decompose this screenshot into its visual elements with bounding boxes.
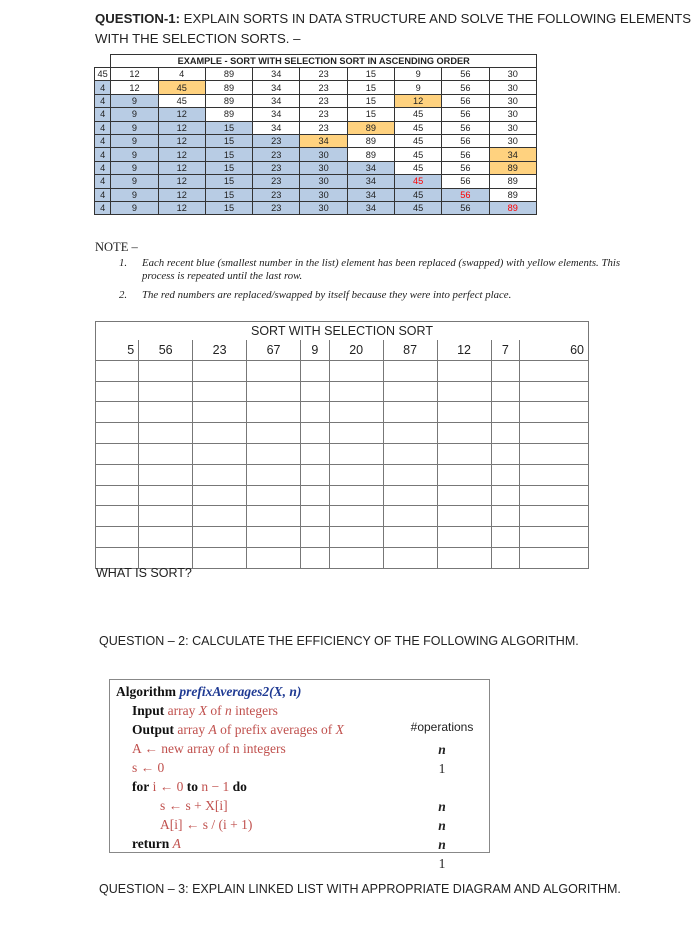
algorithm-line-new: A ← new array of n integers — [132, 741, 286, 756]
example-cell: 30 — [489, 94, 536, 107]
example-cell: 15 — [205, 121, 252, 134]
grid-empty-cell[interactable] — [96, 506, 139, 527]
example-cell: 9 — [111, 188, 158, 201]
grid-empty-cell[interactable] — [96, 360, 139, 381]
grid-empty-row — [96, 381, 589, 402]
grid-empty-cell[interactable] — [383, 506, 437, 527]
grid-empty-cell[interactable] — [193, 423, 247, 444]
example-cell: 30 — [300, 188, 347, 201]
grid-empty-cell[interactable] — [247, 527, 301, 548]
grid-empty-cell[interactable] — [247, 402, 301, 423]
example-cell: 89 — [205, 68, 252, 81]
grid-empty-cell[interactable] — [247, 506, 301, 527]
example-cell: 34 — [347, 175, 394, 188]
example-cell: 4 — [95, 121, 111, 134]
example-row — [95, 134, 537, 147]
algorithm-box — [109, 679, 490, 871]
grid-empty-cell[interactable] — [383, 443, 437, 464]
example-cell: 45 — [395, 134, 442, 147]
example-cell: 4 — [158, 68, 205, 81]
example-cell: 15 — [205, 161, 252, 174]
grid-empty-cell[interactable] — [520, 381, 589, 402]
grid-empty-cell[interactable] — [139, 423, 193, 444]
grid-value-cell: 60 — [520, 340, 589, 360]
example-row — [95, 175, 537, 188]
grid-empty-cell[interactable] — [383, 423, 437, 444]
grid-empty-cell[interactable] — [329, 443, 383, 464]
grid-empty-cell[interactable] — [383, 485, 437, 506]
grid-empty-cell[interactable] — [139, 381, 193, 402]
example-cell: 23 — [300, 68, 347, 81]
example-cell: 4 — [95, 134, 111, 147]
grid-empty-cell[interactable] — [96, 443, 139, 464]
grid-value-cell: 5 — [96, 340, 139, 360]
note-heading: NOTE – — [95, 240, 138, 254]
example-cell: 89 — [205, 108, 252, 121]
example-cell: 23 — [253, 188, 300, 201]
example-cell: 15 — [205, 134, 252, 147]
grid-empty-cell[interactable] — [96, 402, 139, 423]
grid-empty-cell[interactable] — [300, 402, 329, 423]
grid-empty-cell[interactable] — [437, 360, 491, 381]
example-cell: 34 — [489, 148, 536, 161]
grid-empty-cell[interactable] — [193, 360, 247, 381]
example-cell: 34 — [253, 108, 300, 121]
grid-empty-cell[interactable] — [329, 506, 383, 527]
example-cell: 34 — [347, 188, 394, 201]
question-3: QUESTION – 3: EXPLAIN LINKED LIST WITH APPROPRIATE DIAGRAM AND ALGORITHM. — [99, 882, 621, 896]
grid-empty-cell[interactable] — [193, 381, 247, 402]
grid-title: SORT WITH SELECTION SORT — [96, 322, 589, 341]
example-cell: 56 — [442, 201, 489, 214]
grid-value-cell: 23 — [193, 340, 247, 360]
grid-empty-cell[interactable] — [247, 381, 301, 402]
grid-empty-cell[interactable] — [520, 464, 589, 485]
question-1 — [95, 9, 695, 49]
grid-empty-cell[interactable] — [96, 423, 139, 444]
operation-count: n — [438, 818, 446, 833]
grid-empty-cell[interactable] — [247, 547, 301, 568]
example-cell: 12 — [158, 108, 205, 121]
example-cell: 34 — [300, 134, 347, 147]
grid-empty-cell[interactable] — [300, 443, 329, 464]
grid-empty-cell[interactable] — [437, 527, 491, 548]
grid-value-cell: 67 — [247, 340, 301, 360]
grid-empty-row — [96, 527, 589, 548]
grid-empty-cell[interactable] — [437, 381, 491, 402]
example-cell: 45 — [395, 201, 442, 214]
example-cell: 89 — [489, 161, 536, 174]
note-item-number: 1. — [119, 257, 128, 269]
example-cell: 4 — [95, 188, 111, 201]
example-cell: 45 — [395, 121, 442, 134]
grid-empty-cell[interactable] — [96, 527, 139, 548]
algorithm-input: Input array X of n integers — [132, 703, 278, 718]
grid-empty-cell[interactable] — [300, 381, 329, 402]
grid-empty-cell[interactable] — [383, 360, 437, 381]
example-cell: 9 — [111, 175, 158, 188]
grid-empty-cell[interactable] — [437, 423, 491, 444]
example-cell: 56 — [442, 68, 489, 81]
example-cell: 30 — [300, 148, 347, 161]
grid-empty-cell[interactable] — [520, 360, 589, 381]
grid-empty-cell[interactable] — [520, 485, 589, 506]
example-cell: 12 — [158, 188, 205, 201]
algorithm-listing — [116, 682, 406, 853]
example-cell: 89 — [489, 175, 536, 188]
example-cell: 34 — [253, 121, 300, 134]
example-cell: 56 — [442, 94, 489, 107]
operations-header: #operations — [410, 720, 474, 734]
example-cell: 4 — [95, 148, 111, 161]
grid-empty-cell[interactable] — [139, 464, 193, 485]
grid-empty-row — [96, 402, 589, 423]
example-row — [95, 94, 537, 107]
example-cell: 34 — [253, 81, 300, 94]
grid-empty-cell[interactable] — [329, 402, 383, 423]
grid-empty-cell[interactable] — [383, 527, 437, 548]
grid-values-row — [96, 340, 589, 360]
grid-empty-cell[interactable] — [520, 443, 589, 464]
grid-empty-cell[interactable] — [300, 547, 329, 568]
example-row — [95, 81, 537, 94]
example-cell: 12 — [158, 134, 205, 147]
operation-count: n — [438, 742, 446, 757]
grid-empty-cell[interactable] — [300, 527, 329, 548]
example-cell: 34 — [347, 201, 394, 214]
example-cell: 56 — [442, 175, 489, 188]
note-item-1 — [119, 257, 652, 283]
example-cell: 15 — [205, 201, 252, 214]
example-cell: 15 — [205, 175, 252, 188]
example-cell: 9 — [111, 148, 158, 161]
grid-empty-cell[interactable] — [300, 360, 329, 381]
example-cell: 56 — [442, 148, 489, 161]
example-cell: 30 — [489, 134, 536, 147]
grid-empty-cell[interactable] — [139, 443, 193, 464]
example-cell: 23 — [253, 201, 300, 214]
grid-empty-cell[interactable] — [437, 506, 491, 527]
grid-empty-cell[interactable] — [329, 527, 383, 548]
example-cell: 15 — [205, 188, 252, 201]
selection-sort-grid — [95, 321, 589, 569]
grid-value-cell: 56 — [139, 340, 193, 360]
grid-empty-cell[interactable] — [491, 506, 520, 527]
grid-empty-cell[interactable] — [193, 527, 247, 548]
grid-empty-cell[interactable] — [329, 360, 383, 381]
grid-empty-cell[interactable] — [437, 485, 491, 506]
grid-empty-cell[interactable] — [491, 547, 520, 568]
grid-empty-cell[interactable] — [329, 464, 383, 485]
grid-empty-cell[interactable] — [329, 547, 383, 568]
example-cell: 9 — [395, 68, 442, 81]
example-cell: 12 — [111, 68, 158, 81]
grid-empty-cell[interactable] — [437, 443, 491, 464]
example-cell: 45 — [158, 81, 205, 94]
what-is-sort: WHAT IS SORT? — [96, 566, 192, 580]
example-cell: 30 — [489, 68, 536, 81]
example-cell: 12 — [158, 201, 205, 214]
algorithm-line-s0: s ← 0 — [132, 760, 165, 775]
example-cell: 15 — [347, 68, 394, 81]
question-1-text: EXPLAIN SORTS IN DATA STRUCTURE AND SOLVE THE FOLLOWING ELEMENTS WITH THE SELECTION SORTS. – — [95, 11, 691, 46]
example-cell: 23 — [253, 148, 300, 161]
example-cell: 89 — [347, 121, 394, 134]
example-cell: 89 — [347, 134, 394, 147]
example-cell: 12 — [111, 81, 158, 94]
grid-empty-cell[interactable] — [96, 381, 139, 402]
example-cell: 45 — [95, 68, 111, 81]
example-cell: 45 — [395, 188, 442, 201]
example-cell: 9 — [111, 134, 158, 147]
question-2: QUESTION – 2: CALCULATE THE EFFICIENCY OF THE FOLLOWING ALGORITHM. — [99, 634, 579, 648]
grid-empty-cell[interactable] — [383, 547, 437, 568]
grid-empty-cell[interactable] — [247, 423, 301, 444]
example-cell: 4 — [95, 201, 111, 214]
operation-count: n — [438, 799, 446, 814]
algorithm-line-avg: A[i] ← s / (i + 1) — [160, 817, 253, 832]
grid-empty-cell[interactable] — [329, 381, 383, 402]
grid-empty-cell[interactable] — [491, 381, 520, 402]
grid-empty-cell[interactable] — [437, 402, 491, 423]
grid-empty-cell[interactable] — [193, 547, 247, 568]
grid-empty-cell[interactable] — [520, 402, 589, 423]
example-cell: 23 — [253, 175, 300, 188]
grid-empty-cell[interactable] — [329, 423, 383, 444]
example-cell: 30 — [300, 161, 347, 174]
grid-empty-cell[interactable] — [193, 506, 247, 527]
example-cell: 23 — [253, 134, 300, 147]
example-row — [95, 108, 537, 121]
question-1-label: QUESTION-1: — [95, 11, 180, 26]
grid-empty-cell[interactable] — [491, 443, 520, 464]
example-cell: 34 — [347, 161, 394, 174]
example-cell: 89 — [489, 188, 536, 201]
note-item-text: Each recent blue (smallest number in the list) element has been replaced (swapped) with yellow elements. This process is repeated until the last row. — [142, 257, 621, 282]
note-item-2 — [119, 289, 652, 302]
grid-empty-cell[interactable] — [96, 485, 139, 506]
grid-empty-cell[interactable] — [193, 443, 247, 464]
grid-value-cell: 9 — [300, 340, 329, 360]
example-cell: 45 — [395, 161, 442, 174]
example-cell: 45 — [395, 108, 442, 121]
example-cell: 89 — [489, 201, 536, 214]
example-cell: 9 — [111, 201, 158, 214]
example-cell: 4 — [95, 108, 111, 121]
example-cell: 15 — [347, 94, 394, 107]
grid-value-cell: 20 — [329, 340, 383, 360]
example-cell: 4 — [95, 161, 111, 174]
example-cell: 56 — [442, 108, 489, 121]
grid-empty-cell[interactable] — [300, 485, 329, 506]
grid-empty-cell[interactable] — [329, 485, 383, 506]
example-cell: 9 — [111, 108, 158, 121]
algorithm-return: return A — [132, 836, 181, 851]
grid-empty-row — [96, 485, 589, 506]
example-cell: 56 — [442, 161, 489, 174]
grid-empty-cell[interactable] — [520, 527, 589, 548]
example-cell: 56 — [442, 134, 489, 147]
example-cell: 45 — [158, 94, 205, 107]
example-cell: 12 — [158, 161, 205, 174]
grid-empty-cell[interactable] — [139, 527, 193, 548]
example-cell: 30 — [489, 121, 536, 134]
grid-empty-cell[interactable] — [383, 402, 437, 423]
operation-count: n — [438, 837, 446, 852]
example-cell: 4 — [95, 81, 111, 94]
grid-empty-cell[interactable] — [491, 423, 520, 444]
example-row — [95, 148, 537, 161]
grid-value-cell: 12 — [437, 340, 491, 360]
example-cell: 30 — [489, 108, 536, 121]
grid-empty-cell[interactable] — [193, 485, 247, 506]
grid-empty-row — [96, 423, 589, 444]
example-corner — [95, 55, 111, 68]
grid-empty-cell[interactable] — [193, 464, 247, 485]
grid-empty-cell[interactable] — [520, 506, 589, 527]
example-row — [95, 188, 537, 201]
grid-value-cell: 87 — [383, 340, 437, 360]
example-cell: 23 — [253, 161, 300, 174]
grid-empty-cell[interactable] — [96, 464, 139, 485]
grid-empty-cell[interactable] — [383, 464, 437, 485]
example-cell: 9 — [111, 161, 158, 174]
example-cell: 30 — [300, 175, 347, 188]
example-cell: 9 — [395, 81, 442, 94]
example-cell: 89 — [205, 81, 252, 94]
algorithm-header: Algorithm prefixAverages2(X, n) — [116, 684, 302, 699]
example-cell: 89 — [347, 148, 394, 161]
example-title: EXAMPLE - SORT WITH SELECTION SORT IN ASCENDING ORDER — [111, 55, 537, 68]
example-cell: 56 — [442, 121, 489, 134]
example-cell: 89 — [205, 94, 252, 107]
grid-empty-cell[interactable] — [437, 547, 491, 568]
grid-empty-row — [96, 464, 589, 485]
example-cell: 12 — [395, 94, 442, 107]
operation-count: 1 — [438, 761, 446, 776]
grid-empty-cell[interactable] — [247, 485, 301, 506]
grid-empty-cell[interactable] — [139, 402, 193, 423]
grid-empty-row — [96, 506, 589, 527]
algorithm-for: for i ← 0 to n − 1 do — [132, 779, 247, 794]
algorithm-output: Output array A of prefix averages of X — [132, 722, 344, 737]
example-cell: 30 — [489, 81, 536, 94]
example-cell: 9 — [111, 94, 158, 107]
example-cell: 23 — [300, 94, 347, 107]
grid-empty-row — [96, 360, 589, 381]
example-cell: 23 — [300, 108, 347, 121]
example-cell: 15 — [205, 148, 252, 161]
grid-empty-cell[interactable] — [247, 360, 301, 381]
note-item-text: The red numbers are replaced/swapped by itself because they were into perfect place. — [142, 289, 512, 301]
grid-empty-cell[interactable] — [491, 360, 520, 381]
example-cell: 4 — [95, 94, 111, 107]
example-row — [95, 121, 537, 134]
grid-empty-cell[interactable] — [520, 547, 589, 568]
example-cell: 23 — [300, 121, 347, 134]
example-cell: 23 — [300, 81, 347, 94]
grid-empty-cell[interactable] — [300, 423, 329, 444]
grid-value-cell: 7 — [491, 340, 520, 360]
grid-empty-cell[interactable] — [300, 506, 329, 527]
example-cell: 9 — [111, 121, 158, 134]
example-table — [94, 54, 537, 215]
example-cell: 34 — [253, 68, 300, 81]
grid-empty-cell[interactable] — [383, 381, 437, 402]
example-cell: 56 — [442, 81, 489, 94]
operation-count: 1 — [438, 856, 446, 871]
example-cell: 4 — [95, 175, 111, 188]
grid-empty-cell[interactable] — [491, 464, 520, 485]
grid-empty-cell[interactable] — [139, 360, 193, 381]
grid-empty-cell[interactable] — [491, 485, 520, 506]
example-cell: 15 — [347, 108, 394, 121]
grid-empty-cell[interactable] — [300, 464, 329, 485]
grid-empty-cell[interactable] — [247, 443, 301, 464]
grid-empty-cell[interactable] — [520, 423, 589, 444]
example-cell: 34 — [253, 94, 300, 107]
grid-empty-cell[interactable] — [247, 464, 301, 485]
example-cell: 45 — [395, 175, 442, 188]
example-cell: 12 — [158, 175, 205, 188]
grid-empty-cell[interactable] — [491, 402, 520, 423]
grid-empty-cell[interactable] — [139, 506, 193, 527]
example-cell: 45 — [395, 148, 442, 161]
note-item-number: 2. — [119, 289, 128, 301]
grid-empty-cell[interactable] — [139, 485, 193, 506]
example-cell: 56 — [442, 188, 489, 201]
example-cell: 12 — [158, 148, 205, 161]
example-row — [95, 201, 537, 214]
grid-empty-cell[interactable] — [193, 402, 247, 423]
grid-empty-cell[interactable] — [437, 464, 491, 485]
example-row — [95, 161, 537, 174]
algorithm-line-sum: s ← s + X[i] — [160, 798, 228, 813]
example-cell: 12 — [158, 121, 205, 134]
example-row — [95, 68, 537, 81]
grid-empty-cell[interactable] — [491, 527, 520, 548]
example-cell: 15 — [347, 81, 394, 94]
grid-empty-row — [96, 443, 589, 464]
example-cell: 30 — [300, 201, 347, 214]
